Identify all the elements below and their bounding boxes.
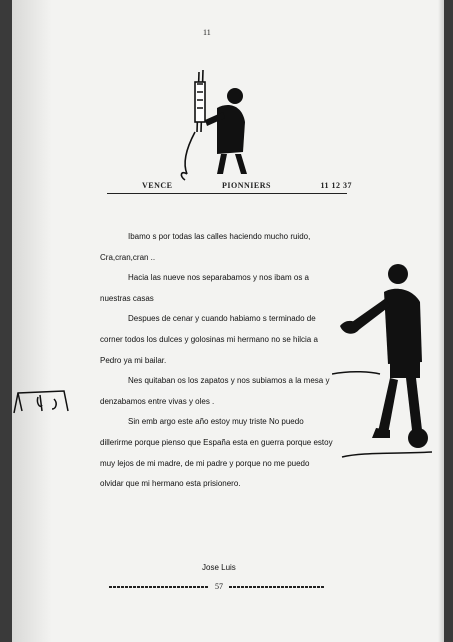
document-page [12, 0, 444, 642]
footer-rule-left [109, 586, 209, 588]
binding-shadow [12, 0, 52, 642]
footer-rule-right [229, 586, 324, 588]
margin-doodle [12, 385, 72, 420]
header-date: 11 12 37 [320, 181, 352, 190]
paragraph: Nes quitaban os los zapatos y nos subiamos a la mesa y denzabamos entre vivas y oles . [100, 376, 330, 406]
signature: Jose Luis [202, 563, 236, 572]
footer-page-number: 57 [215, 582, 223, 591]
side-illustration [332, 262, 432, 472]
header-line [142, 181, 352, 190]
header-title: PIONNIERS [222, 181, 271, 190]
paragraph: Despues de cenar y cuando habiamo s terminado de corner todos los dulces y golosinas mi hermano no se hilcia a Pedro ya mi bailar. [100, 314, 318, 365]
header-rule [107, 193, 347, 194]
body-text [100, 227, 335, 495]
paragraph: Hacia las nueve nos separabamos y nos ibam os a nuestras casas [100, 273, 309, 303]
paragraph: Ibamo s por todas las calles haciendo mucho ruido, Cra,cran,cran .. [100, 232, 311, 262]
header-illustration [157, 62, 247, 187]
paragraph: Sin emb argo este año estoy muy triste No puedo dillerirme porque pienso que España esta en guerra porque estoy muy lejos de mi madre, de mi padre y porque no me puedo olvidar que mi hermano esta prisionero. [100, 417, 333, 489]
footer [109, 582, 324, 592]
page-number: 11 [203, 28, 211, 37]
page-edge [438, 0, 444, 642]
header-location: VENCE [142, 181, 173, 190]
